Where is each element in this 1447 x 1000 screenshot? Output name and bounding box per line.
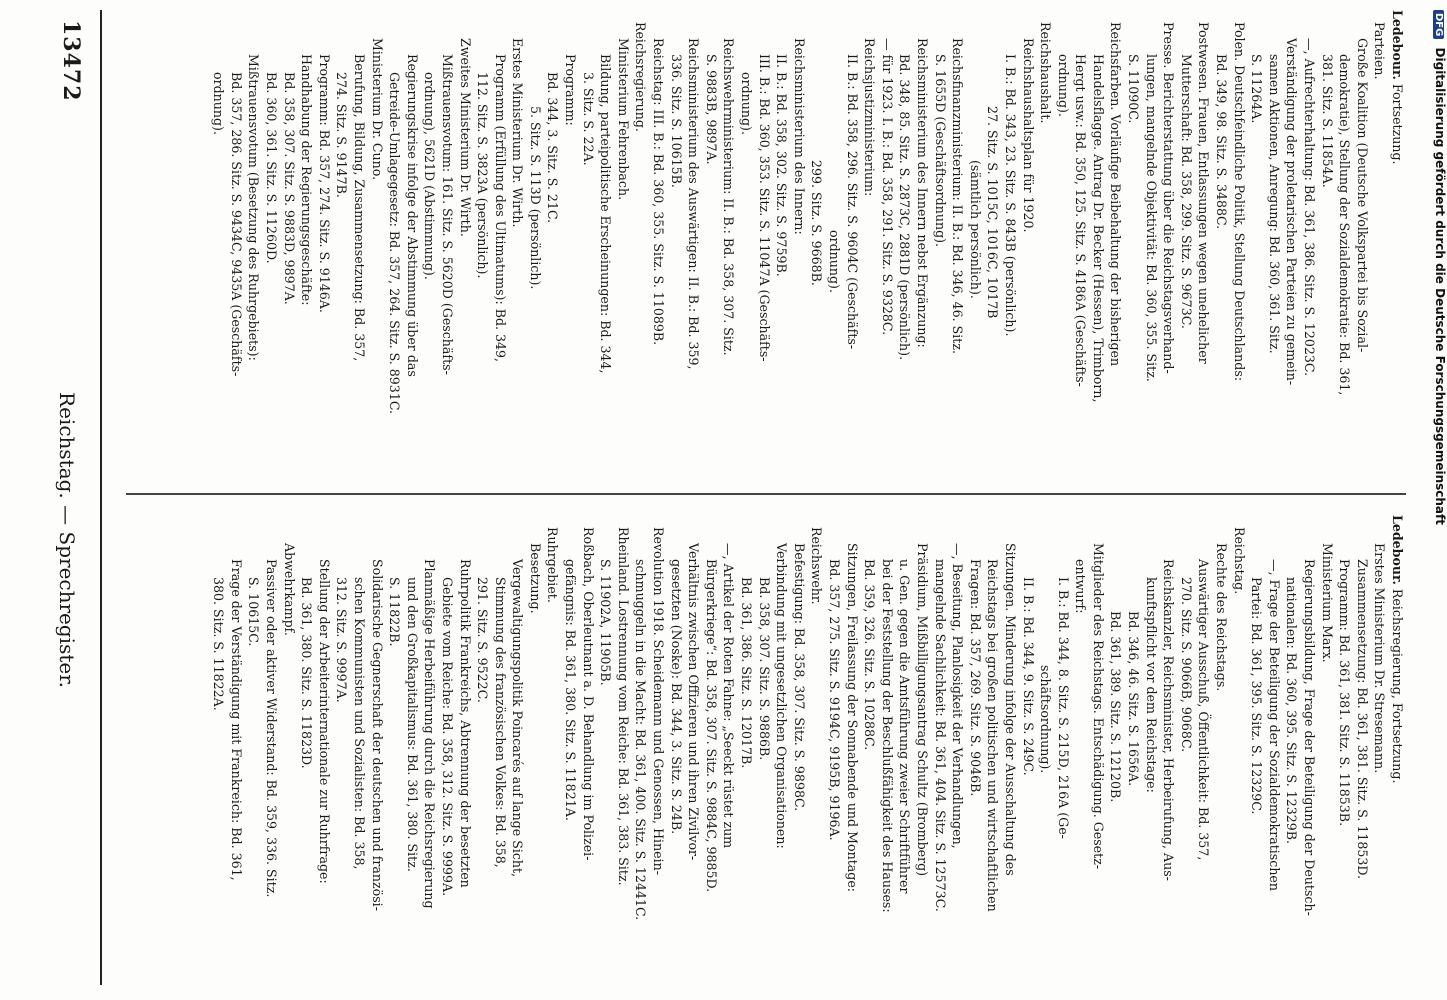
index-entry-text: III. B.: Bd. 360, 353. Sitz. S. 11047A (Geschäfts- (756, 54, 772, 362)
index-line (562, 515, 580, 985)
index-entry-text: Polen. Deutschfeindliche Politik, Stellung Deutschlands: (1231, 22, 1247, 382)
index-line (843, 10, 861, 480)
index-entry-text: S. 11090C. (1126, 54, 1142, 124)
index-line (737, 515, 755, 985)
index-line (685, 10, 703, 480)
index-entry-text: Bd. 357, 286. Sitz. S. 9434C, 9435A (Geschäfts- (228, 72, 244, 377)
index-entry-text: Reichstag: III. B.: Bd. 360, 355. Sitz. S. 11089B. (651, 38, 667, 346)
index-line (1388, 515, 1406, 985)
index-entry-text: Handhabung der Regierungsgeschäfte: (299, 54, 315, 306)
index-entry-text: lungen, mangelnde Objektivität: Bd. 360, 355. Sitz. (1143, 54, 1159, 382)
index-entry-text: Bd. 361, 386. Sitz. S. 12017B. (739, 577, 755, 769)
index-entry-text: schen Kommunisten und Sozialisten: Bd. 358, (351, 577, 367, 870)
index-entry-text: I. B.: Bd. 343, 23. Sitz. S. 843B (persönlich). (1002, 54, 1018, 337)
index-entry-text: Regierungsbildung, Frage der Beteiligung der Deutsch- (1302, 559, 1318, 916)
index-entry-text: Mutterschaft: Bd. 358, 299. Sitz. S. 9673C. (1178, 54, 1194, 329)
index-entry-text: Mißtrauensvotum: 161. Sitz. S. 5620D (Geschäfts- (439, 54, 455, 375)
index-entry-text: Parteien. (1372, 22, 1388, 80)
index-entry-text: schmuggeln in die Macht: Bd. 361, 400. Sitz. S. 12441C. (633, 559, 649, 921)
index-line (984, 10, 1002, 480)
speaker-name: Ledebour. (1390, 515, 1405, 585)
index-line (1089, 515, 1107, 985)
footer-credit (1433, 10, 1447, 525)
index-line (808, 515, 826, 985)
index-entry-text: Reichswehrministerium: II. B.: Bd. 358, 307. Sitz. (721, 38, 737, 356)
index-line (1212, 515, 1230, 985)
index-line (1248, 10, 1266, 480)
index-line (966, 10, 984, 480)
index-line (878, 10, 896, 480)
index-line (790, 515, 808, 985)
index-entry-text: schäftsordnung). (1038, 665, 1054, 774)
index-entry-text: II. B.: Bd. 358, 302. Sitz. S. 9759B. (774, 54, 790, 277)
index-line (333, 10, 351, 480)
index-line (438, 10, 456, 480)
index-entry-text: Presse. Berichterstattung über die Reichstagsverhand- (1161, 22, 1177, 374)
index-line (1177, 515, 1195, 985)
index-line (509, 515, 527, 985)
index-line (632, 515, 650, 985)
index-line (1318, 515, 1336, 985)
index-entry-text: Bd. 358, 307. Sitz. S. 9886B. (756, 577, 772, 761)
index-line (949, 515, 967, 985)
index-line (808, 10, 826, 480)
index-line (1230, 10, 1248, 480)
index-entry-text: Programm: Bd. 357, 274. Sitz. S. 9146A. (316, 54, 332, 313)
index-line (1125, 10, 1143, 480)
index-line (913, 515, 931, 985)
index-line (526, 10, 544, 480)
index-line (649, 10, 667, 480)
index-entry-text: Reichsjustizministerium: (862, 38, 878, 197)
index-entry-text: Sitzungen. Minderung infolge der Ausschaltung des (1002, 543, 1018, 876)
index-line (1177, 10, 1195, 480)
index-entry-text: Vergewaltigungspolitik Poincarés auf lange Sicht, (510, 559, 526, 878)
index-line (825, 515, 843, 985)
index-entry-text: Erstes Ministerium Dr. Wirth. (510, 38, 526, 228)
index-line (298, 10, 316, 480)
index-entry-text: Fortsetzung. (1390, 79, 1405, 165)
index-entry-text: Mißtrauensvotum (Besetzung des Ruhrgebiets): (246, 54, 262, 361)
index-entry-text: 291. Sitz. S. 9522C. (475, 577, 491, 703)
index-line (315, 10, 333, 480)
index-line (702, 515, 720, 985)
index-line (667, 515, 685, 985)
index-line (1001, 10, 1019, 480)
index-line (1160, 515, 1178, 985)
index-line (1019, 515, 1037, 985)
index-entry-text: u. Gen. gegen die Amtsführung zweier Schriftführer (897, 559, 913, 894)
index-line (262, 515, 280, 985)
index-entry-text: 112. Sitz. S. 3823A (persönlich). (475, 72, 491, 279)
index-line (509, 10, 527, 480)
index-line (773, 515, 791, 985)
index-line (298, 515, 316, 985)
index-entry-text: Bd. 346, 46. Sitz. S. 1656A. (1126, 611, 1142, 787)
index-entry-text: S. 9883B, 9897A. (703, 54, 719, 165)
index-line (720, 515, 738, 985)
index-entry-text: Ruhrpolitik Frankreichs, Abtrennung der besetzten (457, 559, 473, 888)
index-line (227, 515, 245, 985)
index-line (403, 10, 421, 480)
index-line (1054, 10, 1072, 480)
index-entry-text: Reichswehr. (809, 527, 825, 605)
header-rule (100, 10, 102, 985)
index-entry-text: Besetzung. (527, 543, 543, 614)
index-entry-text: Reichskanzler, Reichsminister, Herbeirufung, Aus- (1161, 559, 1177, 881)
index-line (1371, 10, 1389, 480)
left-index-column (111, 10, 1406, 480)
index-entry-text: ordnung). (739, 72, 755, 135)
index-line (579, 10, 597, 480)
index-line (1283, 515, 1301, 985)
index-line (403, 515, 421, 985)
index-line (579, 515, 597, 985)
index-entry-text: Reichshaushalt. (1038, 22, 1054, 124)
index-line (1160, 10, 1178, 480)
index-entry-text: Bildung, parteipolitische Erscheinungen: Bd. 344, (598, 54, 614, 374)
index-line (773, 10, 791, 480)
index-entry-text: Befestigung: Bd. 358, 307. Sitz. S. 9898C. (791, 543, 807, 812)
index-entry-text: 27. Sitz. S. 1015C, 1016C, 1017B (985, 106, 1001, 319)
index-line (210, 10, 228, 480)
index-line (350, 515, 368, 985)
index-entry-text: bei der Feststellung der Beschlußfähigkeit des Hauses: (879, 559, 895, 913)
index-entry-text: Sitzungen, Freilassung der Sonnabende und Montage: (844, 543, 860, 893)
index-entry-text: Bd. 344, 3. Sitz. S. 21C. (545, 72, 561, 224)
index-entry-text: S. 1655D (Geschäftsordnung). (932, 54, 948, 248)
index-line (1265, 515, 1283, 985)
index-entry-text: ordnung). (211, 72, 227, 135)
index-line (1142, 10, 1160, 480)
index-line (350, 10, 368, 480)
index-entry-text: —, Aufrechterhaltung: Bd. 361, 386. Sitz. S. 12023C. (1302, 38, 1318, 377)
index-line (1336, 10, 1354, 480)
index-line (1089, 10, 1107, 480)
index-entry-text: 270. Sitz. S. 9066B, 9068C. (1178, 577, 1194, 753)
index-entry-text: Bd. 358, 307. Sitz. S. 9883D, 9897A. (281, 72, 297, 305)
index-entry-text: —, Artikel der Roten Fahne: „Seeckt rüstet zum (721, 543, 737, 849)
index-entry-text: 336. Sitz. S. 10615B. (668, 54, 684, 188)
index-line (210, 515, 228, 985)
footer-text: Digitalisierung gefördert durch die Deutsche Forschungsgemeinschaft (1433, 47, 1447, 525)
index-line (280, 515, 298, 985)
index-line (931, 10, 949, 480)
index-line (737, 10, 755, 480)
index-entry-text: Reichstag. (1231, 527, 1247, 595)
index-entry-text: nationalen: Bd. 360, 395. Sitz. S. 12329B. (1284, 577, 1300, 845)
index-line (1265, 10, 1283, 480)
index-line (1107, 10, 1125, 480)
index-entry-text: Programm (Erfüllung des Ultimatums): Bd. 349, (492, 54, 508, 363)
index-entry-text: Bürgerkriege“: Bd. 358, 307. Sitz. S. 9884C, 9885D. (703, 559, 719, 893)
index-entry-text: Große Koalition (Deutsche Volkspartei bis Sozial- (1354, 38, 1370, 353)
index-entry-text: Zusammensetzung: Bd. 361, 381. Sitz. S. 11853D. (1354, 559, 1370, 880)
index-line (896, 10, 914, 480)
index-line (227, 10, 245, 480)
index-entry-text: Verbindung mit ungesetzlichen Organisationen: (774, 543, 790, 849)
index-entry-text: entwurf: (1073, 559, 1089, 614)
index-entry-text: Gebiete vom Reiche: Bd. 358, 312. Sitz. S. 9999A. (439, 577, 455, 897)
index-entry-text: Reichsregierung, Fortsetzung. (1390, 584, 1405, 784)
page-number: 13472 (58, 20, 84, 102)
index-line (456, 515, 474, 985)
index-entry-text: Programm: Bd. 361, 381. Sitz. S. 11853B. (1337, 559, 1353, 827)
index-line (843, 515, 861, 985)
index-line (474, 10, 492, 480)
index-entry-text: II. B.: Bd. 358, 296. Sitz. S. 9604C (Geschäfts- (844, 54, 860, 350)
index-line (262, 10, 280, 480)
index-line (878, 515, 896, 985)
index-entry-text: Planmäßige Herbeiführung durch die Reichsregierung (422, 559, 438, 909)
index-entry-text: Reichsministerium des Auswärtigen: II. B.: Bd. 359, (686, 38, 702, 370)
index-entry-text: S. 11264A. (1249, 54, 1265, 124)
index-line (544, 10, 562, 480)
index-line (1336, 515, 1354, 985)
index-line (386, 10, 404, 480)
index-line (1125, 515, 1143, 985)
index-entry-text: 3. Sitz. S. 22A. (580, 72, 596, 166)
index-line (1300, 515, 1318, 985)
index-entry-text: Rheinland. Lostrennung vom Reiche: Bd. 361, 383. Sitz. (615, 527, 631, 886)
index-line (1248, 515, 1266, 985)
speaker-name: Ledebour. (1390, 10, 1405, 80)
index-entry-text: Reichshaushaltsplan für 1920. (1020, 38, 1036, 233)
index-entry-text: Ministerium Marx. (1319, 543, 1335, 663)
index-entry-text: Reichsregierung. (633, 22, 649, 132)
index-entry-text: Passiver oder aktiver Widerstand: Bd. 359, 336. Sitz. (264, 559, 279, 898)
index-entry-text: Berufung, Bildung, Zusammensetzung: Bd. 357, (351, 54, 367, 362)
index-line (280, 10, 298, 480)
index-entry-text: S. 10615C. (246, 577, 262, 647)
index-line (931, 515, 949, 985)
index-entry-text: Bd. 361, 389. Sitz. S. 12120B. (1108, 611, 1124, 803)
index-line (491, 515, 509, 985)
index-line (368, 10, 386, 480)
index-line (245, 515, 263, 985)
index-entry-text: Bd. 357, 275. Sitz. S. 9194C, 9195B, 9196A. (827, 559, 842, 841)
index-entry-text: Handelsflagge. Antrag Dr. Becker (Hessen), Trimborn, (1090, 54, 1106, 403)
index-line (333, 515, 351, 985)
index-entry-text: Frage der Verständigung mit Frankreich: Bd. 361, (228, 559, 244, 881)
index-entry-text: gefängnis: Bd. 361, 380. Sitz. S. 11821A. (563, 559, 579, 821)
index-entry-text: I. B.: Bd. 344, 8. Sitz. S. 215D, 216A (Ge- (1055, 577, 1071, 839)
running-head: Reichstag. — Sprechregister. (55, 392, 79, 688)
index-entry-text: und den Großkapitalismus: Bd. 361, 380. Sitz. (404, 577, 420, 872)
index-entry-text: ordnung). (827, 230, 842, 293)
index-line (685, 515, 703, 985)
index-line (544, 515, 562, 985)
index-entry-text: samen Aktionen, Anregung: Bd. 360, 361. Sitz. (1266, 54, 1282, 354)
index-line (720, 10, 738, 480)
index-entry-text: Bd. 348, 85. Sitz. S. 2873C, 2881D (persönlich). (897, 54, 913, 361)
index-entry-text: Bd. 359, 326. Sitz. S. 10288C. (862, 559, 878, 751)
index-line (474, 515, 492, 985)
index-entry-text: Ministerium Dr. Cuno. (369, 38, 385, 181)
index-entry-text: Partei: Bd. 361, 395. Sitz. S. 12329C. (1249, 577, 1265, 815)
index-entry-text: — für 1923. I. B.: Bd. 358, 291. Sitz. S. 9328C. (879, 38, 895, 336)
index-entry-text: 312. Sitz. S. 9997A. (334, 577, 350, 703)
index-entry-text: ordnung), 5621D (Abstimmung). (422, 72, 438, 280)
index-entry-text: Hergt usw.: Bd. 350, 125. Sitz. S. 4186A (Geschäfts- (1073, 54, 1089, 387)
index-line (1230, 515, 1248, 985)
index-line (825, 10, 843, 480)
index-entry-text: gesetzten (Noske): Bd. 344, 3. Sitz. S. 24B. (668, 559, 684, 835)
index-entry-text: Revolution 1918. Scheidemann und Genossen, Hinein- (651, 527, 667, 876)
index-line (1353, 10, 1371, 480)
index-line (1353, 515, 1371, 985)
index-line (861, 515, 879, 985)
index-line (421, 10, 439, 480)
index-line (386, 515, 404, 985)
index-line (1388, 10, 1406, 480)
index-entry-text: Ruhrgebiet. (545, 527, 561, 603)
index-entry-text: Reichsfarben. Vorläufige Beibehaltung der bisherigen (1108, 22, 1124, 367)
index-line (913, 10, 931, 480)
index-entry-text: Zweites Ministerium Dr. Wirth. (457, 38, 473, 237)
index-line (1195, 515, 1213, 985)
index-line (966, 515, 984, 985)
index-entry-text: Rechte des Reichstags. (1214, 543, 1230, 692)
index-entry-text: Abwehrkampf. (281, 543, 297, 636)
index-line (491, 10, 509, 480)
index-line (1212, 10, 1230, 480)
index-line (1107, 515, 1125, 985)
index-line (896, 515, 914, 985)
index-line (1142, 515, 1160, 985)
index-line (597, 515, 615, 985)
index-line (1072, 10, 1090, 480)
index-line (755, 10, 773, 480)
index-line (1371, 515, 1389, 985)
index-entry-text: 380. Sitz. S. 11822A. (211, 577, 227, 711)
index-line (1195, 10, 1213, 480)
index-line (562, 10, 580, 480)
index-entry-text: Präsidium, Mißbilligungsantrag Schultz (Bromberg) (914, 543, 930, 877)
index-line (1300, 10, 1318, 480)
index-line (1072, 515, 1090, 985)
index-entry-text: Solidarische Gegnerschaft der deutschen und französi- (369, 559, 385, 911)
index-line (245, 10, 263, 480)
index-entry-text: demokratie), Stellung der Sozialdemokratie: Bd. 361, (1337, 54, 1353, 396)
index-entry-text: 5. Sitz. S. 113D (persönlich). (527, 106, 543, 290)
index-line (526, 515, 544, 985)
index-line (1318, 10, 1336, 480)
index-entry-text: Erstes Ministerium Dr. Stresemann. (1372, 543, 1388, 774)
index-entry-text: II. B.: Bd. 344, 9. Sitz. S. 249C. (1020, 577, 1036, 776)
index-entry-text: (sämtlich persönlich). (967, 160, 983, 299)
index-line (1283, 10, 1301, 480)
index-line (755, 515, 773, 985)
index-line (614, 10, 632, 480)
index-entry-text: Postwesen. Frauen, Entlassungen wegen unehelicher (1196, 22, 1212, 364)
index-entry-text: —, Frage der Beteiligung der Sozialdemokratischen (1266, 559, 1282, 892)
right-index-column (111, 515, 1406, 985)
index-entry-text: Bd. 349, 98. Sitz. S. 3488C. (1214, 54, 1230, 230)
index-entry-text: Reichsfinanzministerium: II. B.: Bd. 346, 46. Sitz. (950, 38, 966, 354)
index-line (861, 10, 879, 480)
index-line (702, 10, 720, 480)
index-line (456, 10, 474, 480)
index-line (315, 515, 333, 985)
index-entry-text: Bd. 361, 380. Sitz. S. 11823D. (299, 577, 315, 769)
index-entry-text: Regierungskrise infolge der Abstimmung über das (404, 54, 420, 377)
index-entry-text: 299. Sitz. S. 9668B. (809, 160, 825, 286)
index-line (597, 10, 615, 480)
index-line (1054, 515, 1072, 985)
index-line (368, 515, 386, 985)
index-line (1019, 10, 1037, 480)
index-entry-text: Verhältnis zwischen Offizieren und ihren Zivilvor- (686, 543, 702, 861)
index-entry-text: Reichsministerium des Innern: (791, 38, 807, 235)
index-entry-text: 381. Sitz. S. 11854A. (1319, 54, 1335, 188)
index-entry-text: Mitglieder des Reichstags. Entschädigung. Gesetz- (1090, 543, 1106, 870)
index-line (1001, 515, 1019, 985)
index-entry-text: kunftspflicht vor dem Reichstage: (1143, 577, 1159, 793)
index-entry-text: Stimmung des französischen Volkes: Bd. 358, (492, 577, 508, 868)
index-entry-text: Ministerium Fehrenbach. (615, 38, 631, 201)
dfg-logo: DFG (1433, 10, 1444, 39)
index-entry-text: Getreide-Umlagegesetz: Bd. 357, 264. Sitz. S. 8931C. (387, 72, 403, 415)
index-line (667, 10, 685, 480)
index-entry-text: ordnung). (1055, 54, 1071, 117)
index-entry-text: Auswärtiger Ausschuß, Öffentlichkeit: Bd. 357, (1196, 559, 1212, 861)
index-line (790, 10, 808, 480)
index-line (438, 515, 456, 985)
index-entry-text: mangelnde Sachlichkeit: Bd. 361, 404. Sitz. S. 12573C. (932, 559, 948, 912)
index-entry-text: Stellung der Arbeiterinternationale zur Ruhrfrage: (316, 559, 332, 884)
index-line (421, 515, 439, 985)
index-entry-text: Reichsministerium des Innern nebst Ergänzung: (914, 38, 930, 348)
index-line (632, 10, 650, 480)
index-entry-text: Roßbach, Oberleutnant a. D. Behandlung im Polizei- (580, 527, 596, 861)
index-entry-text: S. 11822B. (387, 577, 403, 647)
index-entry-text: 274. Sitz. S. 9147B. (334, 72, 350, 198)
index-entry-text: Bd. 360, 361. Sitz. S. 11260D. (264, 72, 279, 264)
index-line (649, 515, 667, 985)
index-entry-text: Verständigung der proletarischen Parteien zu gemein- (1284, 38, 1300, 386)
index-entry-text: —, Beseitung, Planlosigkeit der Verhandlungen, (950, 543, 966, 849)
index-line (614, 515, 632, 985)
index-line (984, 515, 1002, 985)
index-line (949, 10, 967, 480)
index-entry-text: Reichstags bei großen politischen und wirtschaftlichen (985, 559, 1001, 912)
index-entry-text: Programm: (563, 54, 579, 126)
column-divider (126, 493, 1406, 495)
index-line (1037, 10, 1055, 480)
index-entry-text: Fragen: Bd. 357, 269. Sitz. S. 9046B. (967, 559, 983, 797)
index-entry-text: S. 11902A, 11905B. (598, 559, 614, 686)
index-line (1037, 515, 1055, 985)
